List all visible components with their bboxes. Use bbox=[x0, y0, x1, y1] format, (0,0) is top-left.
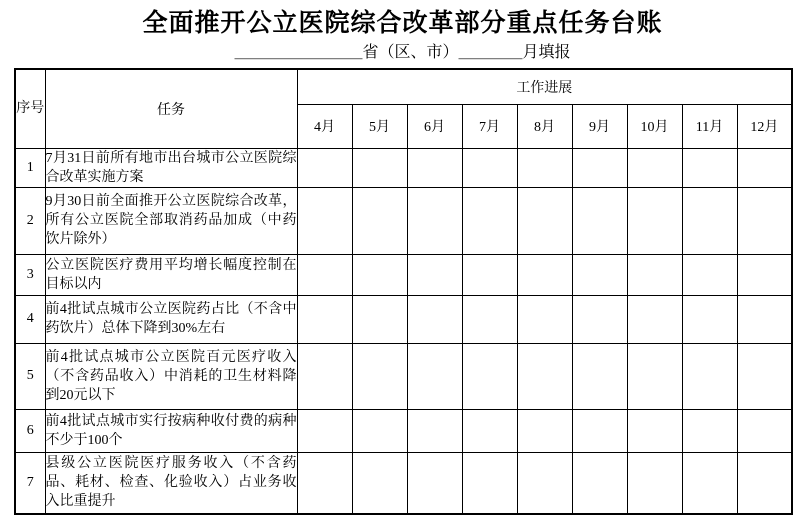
task-text: 公立医院医疗费用平均增长幅度控制在目标以内 bbox=[45, 254, 297, 295]
progress-cell bbox=[737, 343, 792, 409]
month-header-10: 10月 bbox=[627, 104, 682, 148]
progress-cell bbox=[462, 148, 517, 187]
progress-cell bbox=[682, 409, 737, 452]
task-text: 前4批试点城市实行按病种收付费的病种不少于100个 bbox=[45, 409, 297, 452]
progress-cell bbox=[297, 187, 352, 254]
progress-cell bbox=[462, 343, 517, 409]
row-number: 4 bbox=[15, 295, 45, 343]
progress-cell bbox=[572, 452, 627, 514]
progress-cell bbox=[517, 295, 572, 343]
table-row-2 bbox=[15, 187, 792, 254]
row-number: 6 bbox=[15, 409, 45, 452]
progress-cell bbox=[517, 187, 572, 254]
task-table-body bbox=[15, 148, 792, 514]
progress-cell bbox=[407, 254, 462, 295]
month-header-9: 9月 bbox=[572, 104, 627, 148]
progress-cell bbox=[572, 254, 627, 295]
month-header-11: 11月 bbox=[682, 104, 737, 148]
month-header-4: 4月 bbox=[297, 104, 352, 148]
progress-cell bbox=[517, 452, 572, 514]
progress-cell bbox=[352, 187, 407, 254]
progress-cell bbox=[297, 343, 352, 409]
table-row-7 bbox=[15, 452, 792, 514]
table-row-6 bbox=[15, 409, 792, 452]
progress-cell bbox=[682, 254, 737, 295]
progress-cell bbox=[462, 187, 517, 254]
progress-cell bbox=[517, 148, 572, 187]
month-header-12: 12月 bbox=[737, 104, 792, 148]
progress-cell bbox=[297, 452, 352, 514]
progress-cell bbox=[737, 295, 792, 343]
progress-cell bbox=[682, 343, 737, 409]
progress-cell bbox=[682, 295, 737, 343]
progress-cell bbox=[627, 254, 682, 295]
progress-cell bbox=[572, 148, 627, 187]
progress-cell bbox=[407, 148, 462, 187]
table-row-1 bbox=[15, 148, 792, 187]
header-row-top bbox=[15, 69, 792, 104]
row-number: 5 bbox=[15, 343, 45, 409]
progress-cell bbox=[462, 295, 517, 343]
task-text: 前4批试点城市公立医院药占比（不含中药饮片）总体下降到30%左右 bbox=[45, 295, 297, 343]
table-row-5 bbox=[15, 343, 792, 409]
task-text: 县级公立医院医疗服务收入（不含药品、耗材、检查、化验收入）占业务收入比重提升 bbox=[45, 452, 297, 514]
progress-cell bbox=[737, 148, 792, 187]
progress-cell bbox=[297, 409, 352, 452]
progress-cell bbox=[737, 254, 792, 295]
row-number: 7 bbox=[15, 452, 45, 514]
progress-cell bbox=[572, 343, 627, 409]
month-header-5: 5月 bbox=[352, 104, 407, 148]
progress-cell bbox=[297, 254, 352, 295]
progress-cell bbox=[627, 148, 682, 187]
progress-cell bbox=[682, 452, 737, 514]
month-header-7: 7月 bbox=[462, 104, 517, 148]
progress-cell bbox=[352, 148, 407, 187]
row-number: 1 bbox=[15, 148, 45, 187]
table-row-4 bbox=[15, 295, 792, 343]
progress-cell bbox=[737, 452, 792, 514]
progress-cell bbox=[682, 187, 737, 254]
progress-cell bbox=[297, 148, 352, 187]
progress-cell bbox=[627, 295, 682, 343]
month-header-8: 8月 bbox=[517, 104, 572, 148]
progress-cell bbox=[737, 409, 792, 452]
progress-cell bbox=[627, 187, 682, 254]
progress-cell bbox=[572, 187, 627, 254]
table-header bbox=[15, 69, 792, 148]
progress-cell bbox=[627, 343, 682, 409]
column-header-progress: 工作进展 bbox=[297, 69, 792, 104]
column-header-index: 序号 bbox=[15, 69, 45, 148]
row-number: 3 bbox=[15, 254, 45, 295]
progress-cell bbox=[627, 409, 682, 452]
progress-cell bbox=[682, 148, 737, 187]
progress-cell bbox=[407, 295, 462, 343]
progress-cell bbox=[407, 409, 462, 452]
task-text: 前4批试点城市公立医院百元医疗收入（不含药品收入）中消耗的卫生材料降到20元以下 bbox=[45, 343, 297, 409]
document-title: 全面推开公立医院综合改革部分重点任务台账 bbox=[142, 10, 663, 37]
progress-cell bbox=[352, 254, 407, 295]
table-row-3 bbox=[15, 254, 792, 295]
progress-cell bbox=[407, 343, 462, 409]
progress-cell bbox=[352, 409, 407, 452]
progress-cell bbox=[352, 452, 407, 514]
progress-cell bbox=[737, 187, 792, 254]
progress-cell bbox=[627, 452, 682, 514]
month-header-6: 6月 bbox=[407, 104, 462, 148]
column-header-task: 任务 bbox=[45, 69, 297, 148]
document-subtitle: ＿＿＿＿＿＿＿＿省（区、市）＿＿＿＿月填报 bbox=[234, 44, 571, 61]
progress-cell bbox=[352, 343, 407, 409]
progress-cell bbox=[352, 295, 407, 343]
progress-cell bbox=[462, 254, 517, 295]
progress-cell bbox=[297, 295, 352, 343]
task-text: 7月31日前所有地市出台城市公立医院综合改革实施方案 bbox=[45, 148, 297, 187]
progress-cell bbox=[517, 343, 572, 409]
progress-cell bbox=[407, 187, 462, 254]
task-text: 9月30日前全面推开公立医院综合改革，所有公立医院全部取消药品加成（中药饮片除外） bbox=[45, 187, 297, 254]
progress-cell bbox=[572, 409, 627, 452]
progress-cell bbox=[517, 254, 572, 295]
progress-cell bbox=[462, 409, 517, 452]
progress-cell bbox=[572, 295, 627, 343]
progress-cell bbox=[462, 452, 517, 514]
progress-cell bbox=[517, 409, 572, 452]
row-number: 2 bbox=[15, 187, 45, 254]
progress-cell bbox=[407, 452, 462, 514]
task-ledger-table bbox=[14, 68, 793, 515]
